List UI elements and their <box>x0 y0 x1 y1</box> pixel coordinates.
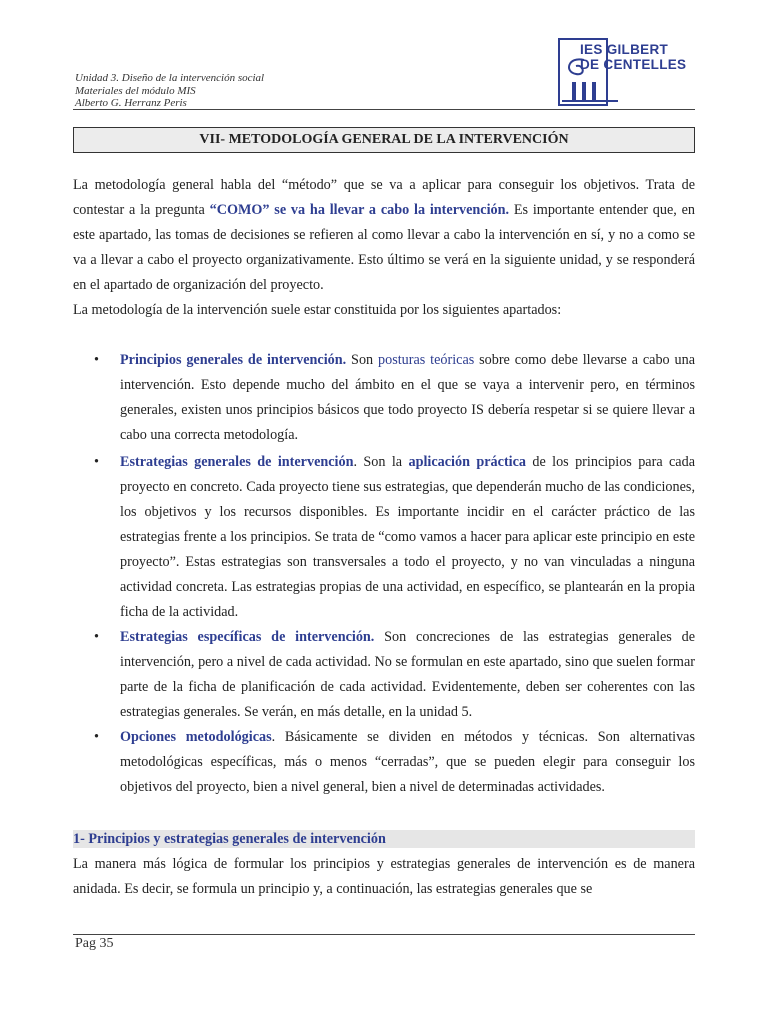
header-author: Alberto G. Herranz Peris <box>75 97 187 109</box>
bullet-title: Estrategias específicas de intervención. <box>120 629 375 645</box>
bullet-text: . Básicamente se dividen en métodos y técnicas. Son alternativas metodológicas específicas, más o menos “cerradas”, que se pueden elegir para conseguir los objetivos del proyecto, bien a nivel general, bien a nivel de determinadas actividades. <box>120 729 695 795</box>
bullet-item-estrategias-especificas <box>73 625 695 725</box>
bullet-text: Son <box>346 352 378 368</box>
intro-paragraph-2: La metodología de la intervención suele estar constituida por los siguientes apartados: <box>73 302 562 318</box>
bullet-text: . Son la <box>353 454 409 470</box>
page-number: Pag 35 <box>75 936 114 951</box>
intro-highlight: “COMO” se va ha llevar a cabo la intervención. <box>209 202 510 218</box>
bullet-link[interactable]: posturas teóricas <box>378 352 475 368</box>
bullet-text: Son concreciones de las estrategias generales de intervención, pero a nivel de cada actividad. No se formulan en este apartado, sino que suelen formar parte de la ficha de planificación de cada actividad. Evidentemente, deben ser coherentes con las estrategias generales. Se verán, en más detalle, en la unidad 5. <box>120 629 695 720</box>
intro-text-a: La metodología general habla del “método” que se va a aplicar para conseguir los objetivos. Trata de contestar a la pregunta <box>73 177 695 218</box>
bullet-icon: • <box>94 729 99 745</box>
header-divider <box>73 109 695 110</box>
intro-paragraph <box>73 173 695 298</box>
school-logo <box>558 38 695 106</box>
bullet-title: Estrategias generales de intervención <box>120 454 354 470</box>
logo-line-1: IES GILBERT <box>580 42 669 57</box>
bullet-title: Opciones metodológicas <box>120 729 272 745</box>
footer-divider <box>73 934 695 935</box>
bullet-item-principios <box>73 348 695 448</box>
header-materials: Materiales del módulo MIS <box>75 84 196 97</box>
intro-text-b: Es importante entender que, en este apartado, las tomas de decisiones se refieren al como llevar a cabo la intervención en sí, y no a como se va a llevar a cabo el proyecto organizativamente. Esto último se verá en la siguiente unidad, y se responderá en el apartado de organización del proyecto. <box>73 202 695 293</box>
bullet-icon: • <box>94 629 99 645</box>
subsection-title: 1- Principios y estrategias generales de intervención <box>73 830 695 848</box>
bullet-icon: • <box>94 454 99 470</box>
bullet-title: Principios generales de intervención. <box>120 352 347 368</box>
bullet-text-rest: sobre como debe llevarse a cabo una intervención. Esto depende mucho del ámbito en el que se vaya a intervenir pero, en términos generales, existen unos principios básicos que todo proyecto IS debería respetar si se quiere llevar a cabo una correcta metodología. <box>120 352 695 443</box>
header-meta <box>75 72 264 110</box>
bullet-icon: • <box>94 352 99 368</box>
section-title: VII- METODOLOGÍA GENERAL DE LA INTERVENCIÓN <box>73 127 695 153</box>
bullet-item-estrategias-generales <box>73 450 695 625</box>
header-unit: Unidad 3. Diseño de la intervención social <box>75 72 265 84</box>
bullet-text-rest: de los principios para cada proyecto en concreto. Cada proyecto tiene sus estrategias, que dependerán mucho de las condiciones, los objetivos y los recursos disponibles. Es importante incidir en el carácter práctico de las estrategias frente a los principios. Se trata de “como vamos a hacer para aplicar este principio en este proyecto”. Estas estrategias son transversales a todo el proyecto, y no van vinculadas a ninguna actividad concreta. Las estrategias propias de una actividad, en específico, se plantearán en la propia ficha de la actividad. <box>120 454 695 620</box>
bullet-item-opciones-metodologicas <box>73 725 695 800</box>
logo-line-2: DE CENTELLES <box>580 57 687 72</box>
bullet-link[interactable]: aplicación práctica <box>408 454 526 470</box>
subsection-paragraph: La manera más lógica de formular los principios y estrategias generales de intervención es de manera anidada. Es decir, se formula un principio y, a continuación, las estrategias generales que se <box>73 856 695 897</box>
